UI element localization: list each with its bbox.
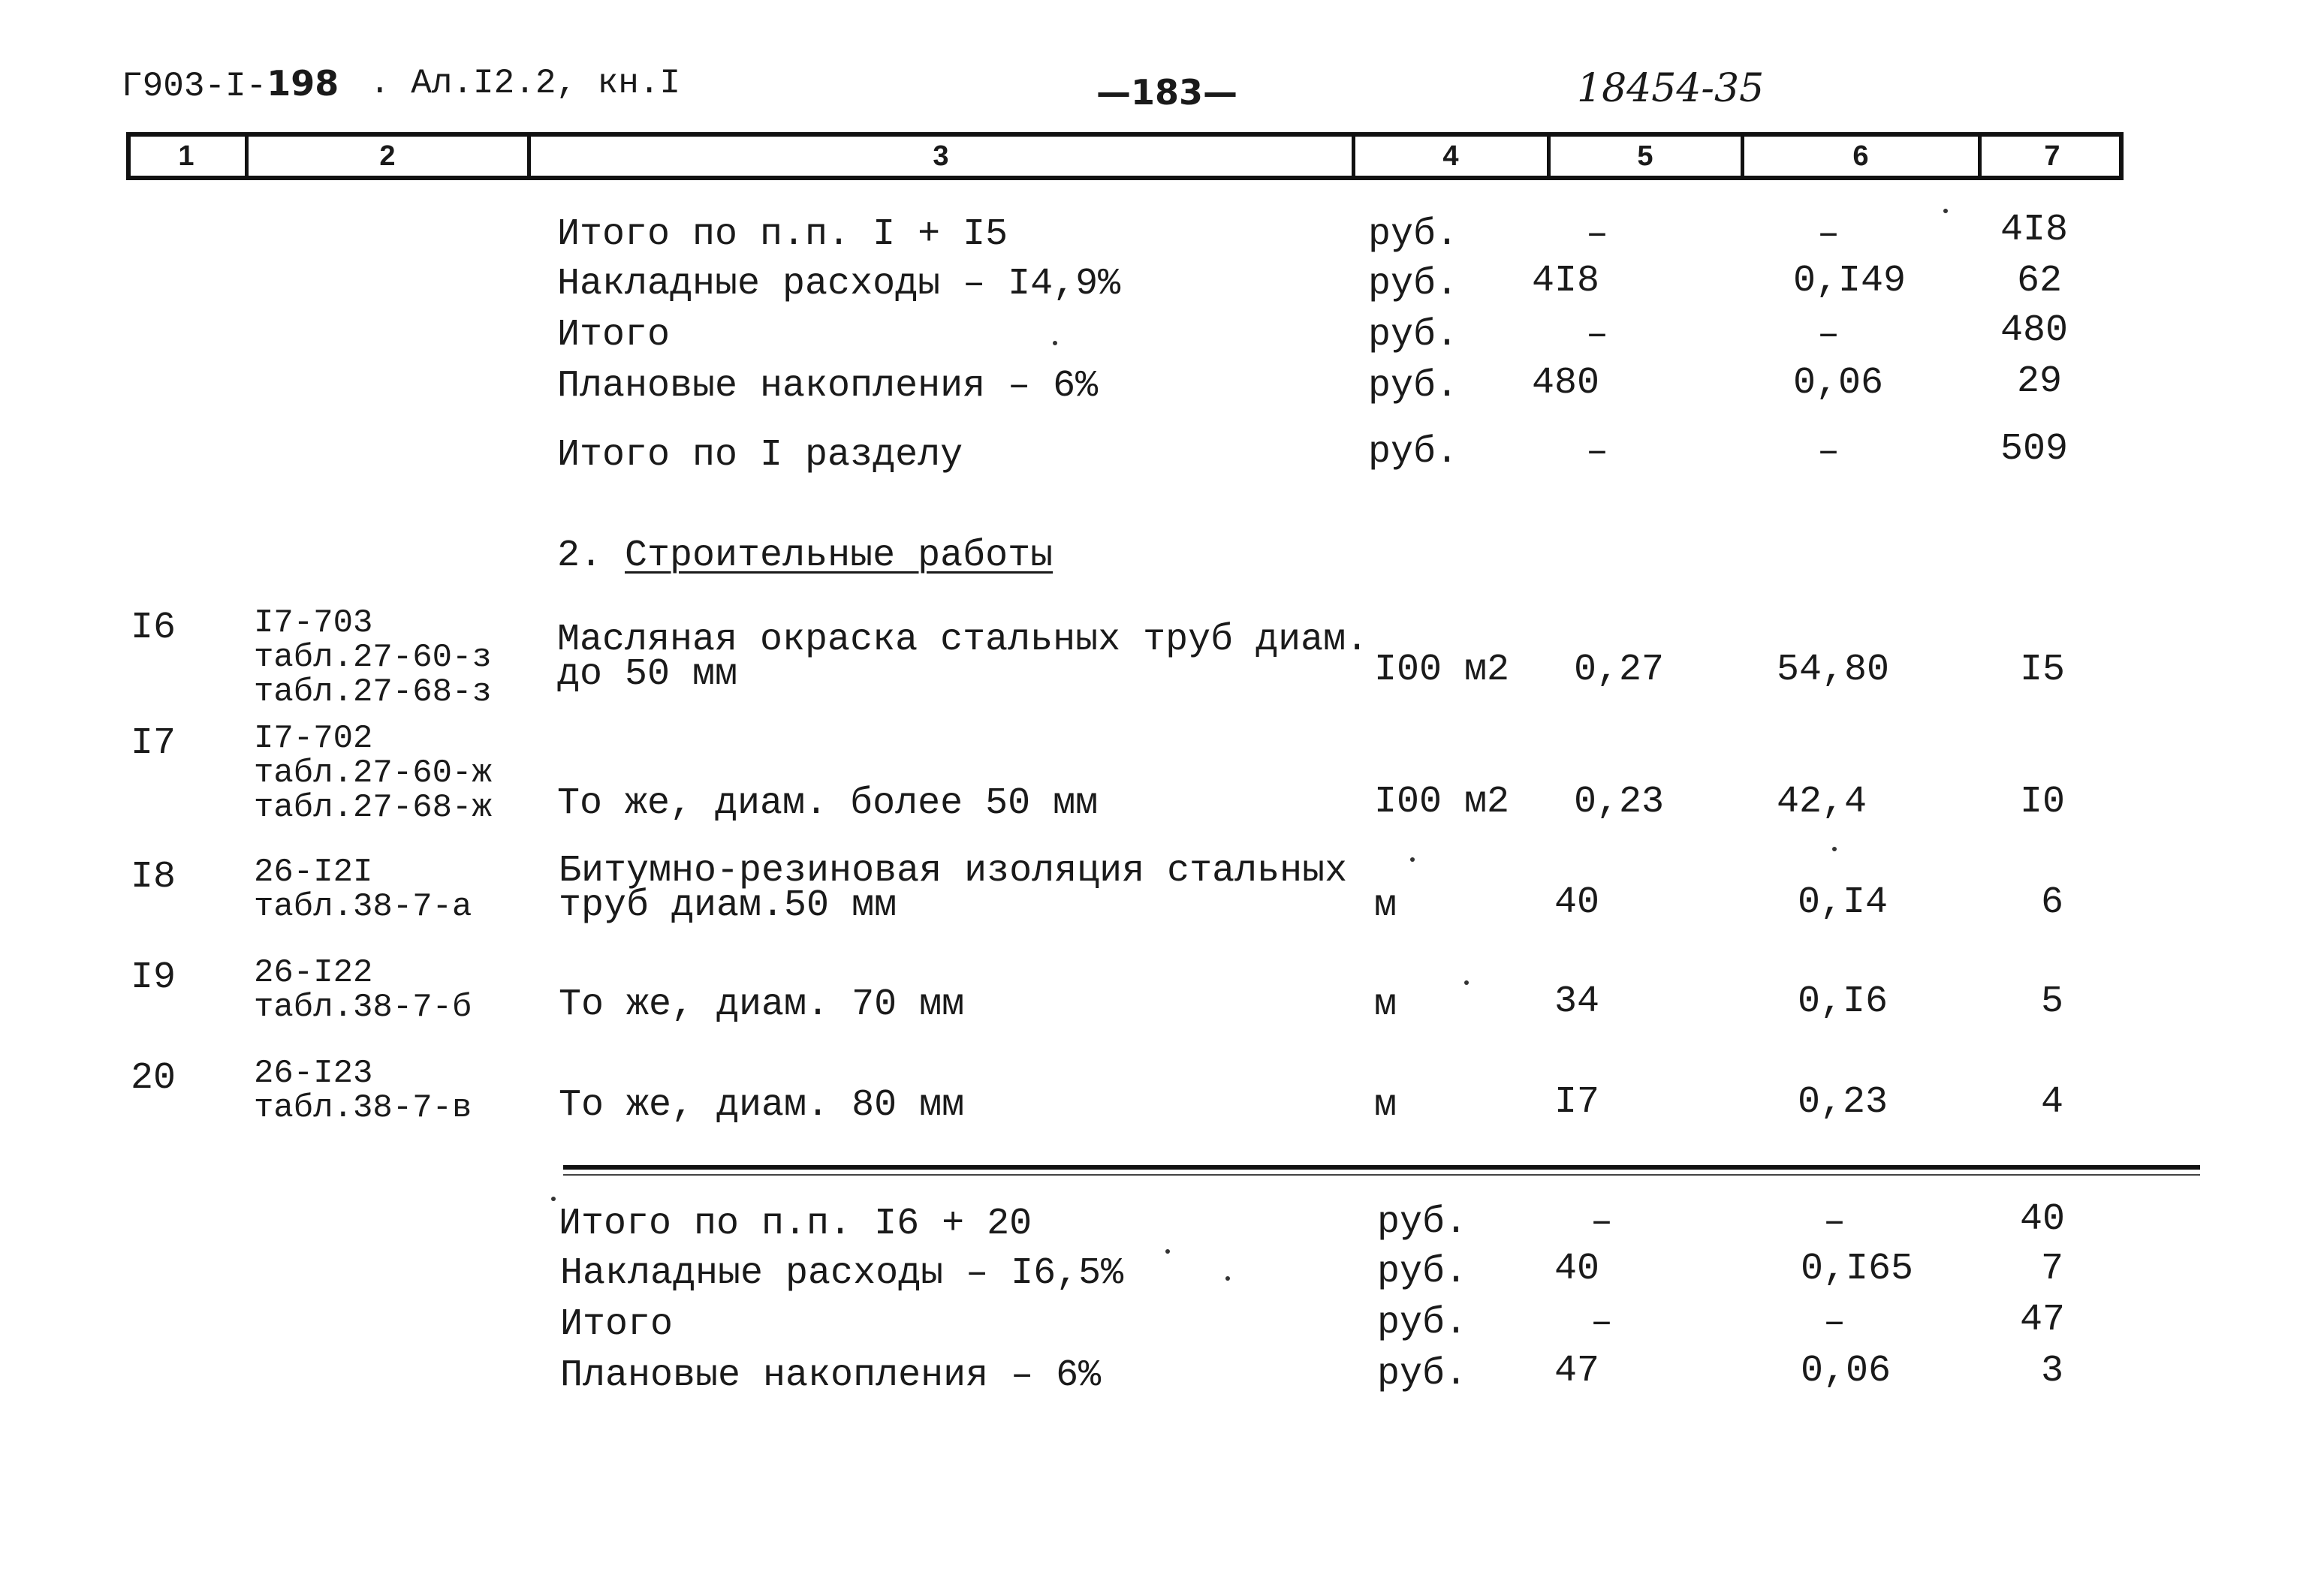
summary-total: 480: [2000, 309, 2069, 352]
summary-price: 0,06: [1793, 362, 1884, 405]
row-code: 26-I22: [254, 954, 373, 992]
section-total-label: Итого по I разделу: [557, 434, 963, 477]
summary-label: Накладные расходы – I4,9%: [557, 263, 1121, 306]
section-title: Строительные работы: [625, 535, 1054, 577]
album-reference: . Ал.I2.2, кн.I: [369, 64, 681, 103]
summary-label: Плановые накопления – 6%: [560, 1354, 1102, 1397]
summary-qty: –: [1586, 213, 1609, 256]
summary-total: 7: [2041, 1248, 2064, 1290]
doc-code-printed: Г903-I-: [122, 67, 267, 106]
summary-label: Плановые накопления – 6%: [557, 365, 1099, 408]
scan-speck: [551, 1197, 556, 1201]
summary-price: 0,I49: [1793, 260, 1907, 303]
summary-qty: –: [1590, 1201, 1614, 1244]
row-number: I6: [131, 607, 176, 649]
summary-label: Итого: [557, 314, 671, 357]
doc-code-handwritten: 198: [267, 63, 339, 104]
row-code: табл.27-60-ж: [254, 754, 492, 792]
row-code: табл.38-7-б: [254, 989, 472, 1026]
row-unit: м: [1374, 983, 1397, 1026]
summary-unit: руб.: [1368, 314, 1459, 357]
row-number: I7: [131, 722, 176, 765]
summary-unit: руб.: [1368, 365, 1459, 408]
row-description: до 50 мм: [557, 653, 738, 696]
row-description: То же, диам. 70 мм: [559, 983, 965, 1026]
summary-price: 0,I65: [1801, 1248, 1914, 1290]
summary-total: 4I8: [2000, 209, 2069, 251]
row-unit: I00 м2: [1374, 649, 1510, 691]
summary-unit: руб.: [1377, 1201, 1468, 1244]
section-number: 2.: [557, 535, 603, 577]
row-code: 26-I2I: [254, 854, 373, 891]
column-header-5: 5: [1637, 140, 1653, 172]
summary-label: Итого: [560, 1303, 674, 1346]
summary-total: 29: [2017, 360, 2063, 403]
summary-label: Накладные расходы – I6,5%: [560, 1252, 1124, 1295]
row-price: 54,80: [1777, 649, 1890, 691]
row-code: табл.27-60-з: [254, 639, 492, 676]
summary-total: 40: [2020, 1198, 2066, 1241]
summary-qty: –: [1586, 314, 1609, 357]
row-description: труб диам.50 мм: [559, 884, 897, 927]
scan-speck: [1832, 847, 1837, 851]
row-code: 26-I23: [254, 1055, 373, 1092]
summary-total: 62: [2017, 260, 2063, 303]
row-number: I9: [131, 956, 176, 999]
row-price: 42,4: [1777, 781, 1867, 824]
doc-code: [122, 63, 339, 106]
row-number: I8: [131, 856, 176, 899]
row-total: I0: [2020, 781, 2066, 824]
row-description: Битумно-резиновая изоляция стальных: [559, 850, 1348, 893]
column-header-3: 3: [933, 140, 949, 172]
row-total: I5: [2020, 649, 2066, 691]
summary-price: –: [1817, 213, 1840, 256]
column-header-7: 7: [2044, 140, 2060, 172]
row-code: табл.27-68-ж: [254, 789, 492, 827]
row-unit: м: [1374, 1084, 1397, 1127]
separator-rule-thin: [563, 1174, 2200, 1176]
scan-speck: [1464, 980, 1469, 985]
row-unit: м: [1374, 884, 1397, 927]
row-total: 4: [2041, 1081, 2064, 1124]
summary-unit: руб.: [1377, 1302, 1468, 1345]
row-code: табл.27-68-з: [254, 673, 492, 711]
separator-rule: [563, 1165, 2200, 1170]
row-unit: I00 м2: [1374, 781, 1510, 824]
summary-unit: руб.: [1368, 213, 1459, 256]
summary-label: Итого по п.п. I6 + 20: [559, 1203, 1032, 1245]
summary-qty: 480: [1532, 362, 1600, 405]
scan-speck: [1943, 209, 1948, 213]
scan-speck: [1165, 1249, 1170, 1254]
row-total: 5: [2041, 980, 2064, 1023]
row-code: табл.38-7-в: [254, 1089, 472, 1127]
column-header-1: 1: [178, 140, 194, 172]
summary-qty: 47: [1554, 1350, 1600, 1393]
row-number: 20: [131, 1057, 176, 1100]
row-price: 0,23: [1798, 1081, 1889, 1124]
column-header-2: 2: [379, 140, 396, 172]
summary-qty: 40: [1554, 1248, 1600, 1290]
summary-label: Итого по п.п. I + I5: [557, 213, 1008, 256]
row-total: 6: [2041, 881, 2064, 924]
column-header-4: 4: [1442, 140, 1459, 172]
summary-price: –: [1823, 1201, 1846, 1244]
scan-speck: [1225, 1276, 1230, 1281]
summary-unit: руб.: [1377, 1353, 1468, 1396]
summary-qty: –: [1590, 1302, 1614, 1345]
row-code: табл.38-7-а: [254, 888, 472, 926]
row-qty: 0,23: [1574, 781, 1665, 824]
row-price: 0,I6: [1798, 980, 1889, 1023]
summary-unit: руб.: [1377, 1251, 1468, 1293]
section-heading: [557, 535, 1054, 577]
row-price: 0,I4: [1798, 881, 1889, 924]
inventory-number: 18454-35: [1577, 66, 1765, 111]
row-qty: 34: [1554, 980, 1600, 1023]
summary-qty: 4I8: [1532, 260, 1600, 303]
summary-qty: –: [1586, 431, 1609, 474]
row-code: I7-703: [254, 604, 373, 642]
summary-unit: руб.: [1368, 431, 1459, 474]
row-qty: I7: [1554, 1081, 1600, 1124]
summary-total: 509: [2000, 428, 2069, 471]
summary-price: 0,06: [1801, 1350, 1892, 1393]
row-description: Масляная окраска стальных труб диам.: [557, 619, 1369, 661]
row-code: I7-702: [254, 720, 373, 757]
scan-speck: [1410, 857, 1415, 862]
summary-price: –: [1817, 314, 1840, 357]
row-qty: 40: [1554, 881, 1600, 924]
summary-total: 3: [2041, 1350, 2064, 1393]
row-description: То же, диам. более 50 мм: [557, 782, 1099, 825]
summary-price: –: [1823, 1302, 1846, 1345]
summary-price: –: [1817, 431, 1840, 474]
row-qty: 0,27: [1574, 649, 1665, 691]
summary-total: 47: [2020, 1299, 2066, 1342]
scan-speck: [1053, 341, 1057, 345]
column-header-6: 6: [1852, 140, 1869, 172]
row-description: То же, диам. 80 мм: [559, 1084, 965, 1127]
summary-unit: руб.: [1368, 263, 1459, 306]
page-number: —183—: [1096, 72, 1238, 113]
